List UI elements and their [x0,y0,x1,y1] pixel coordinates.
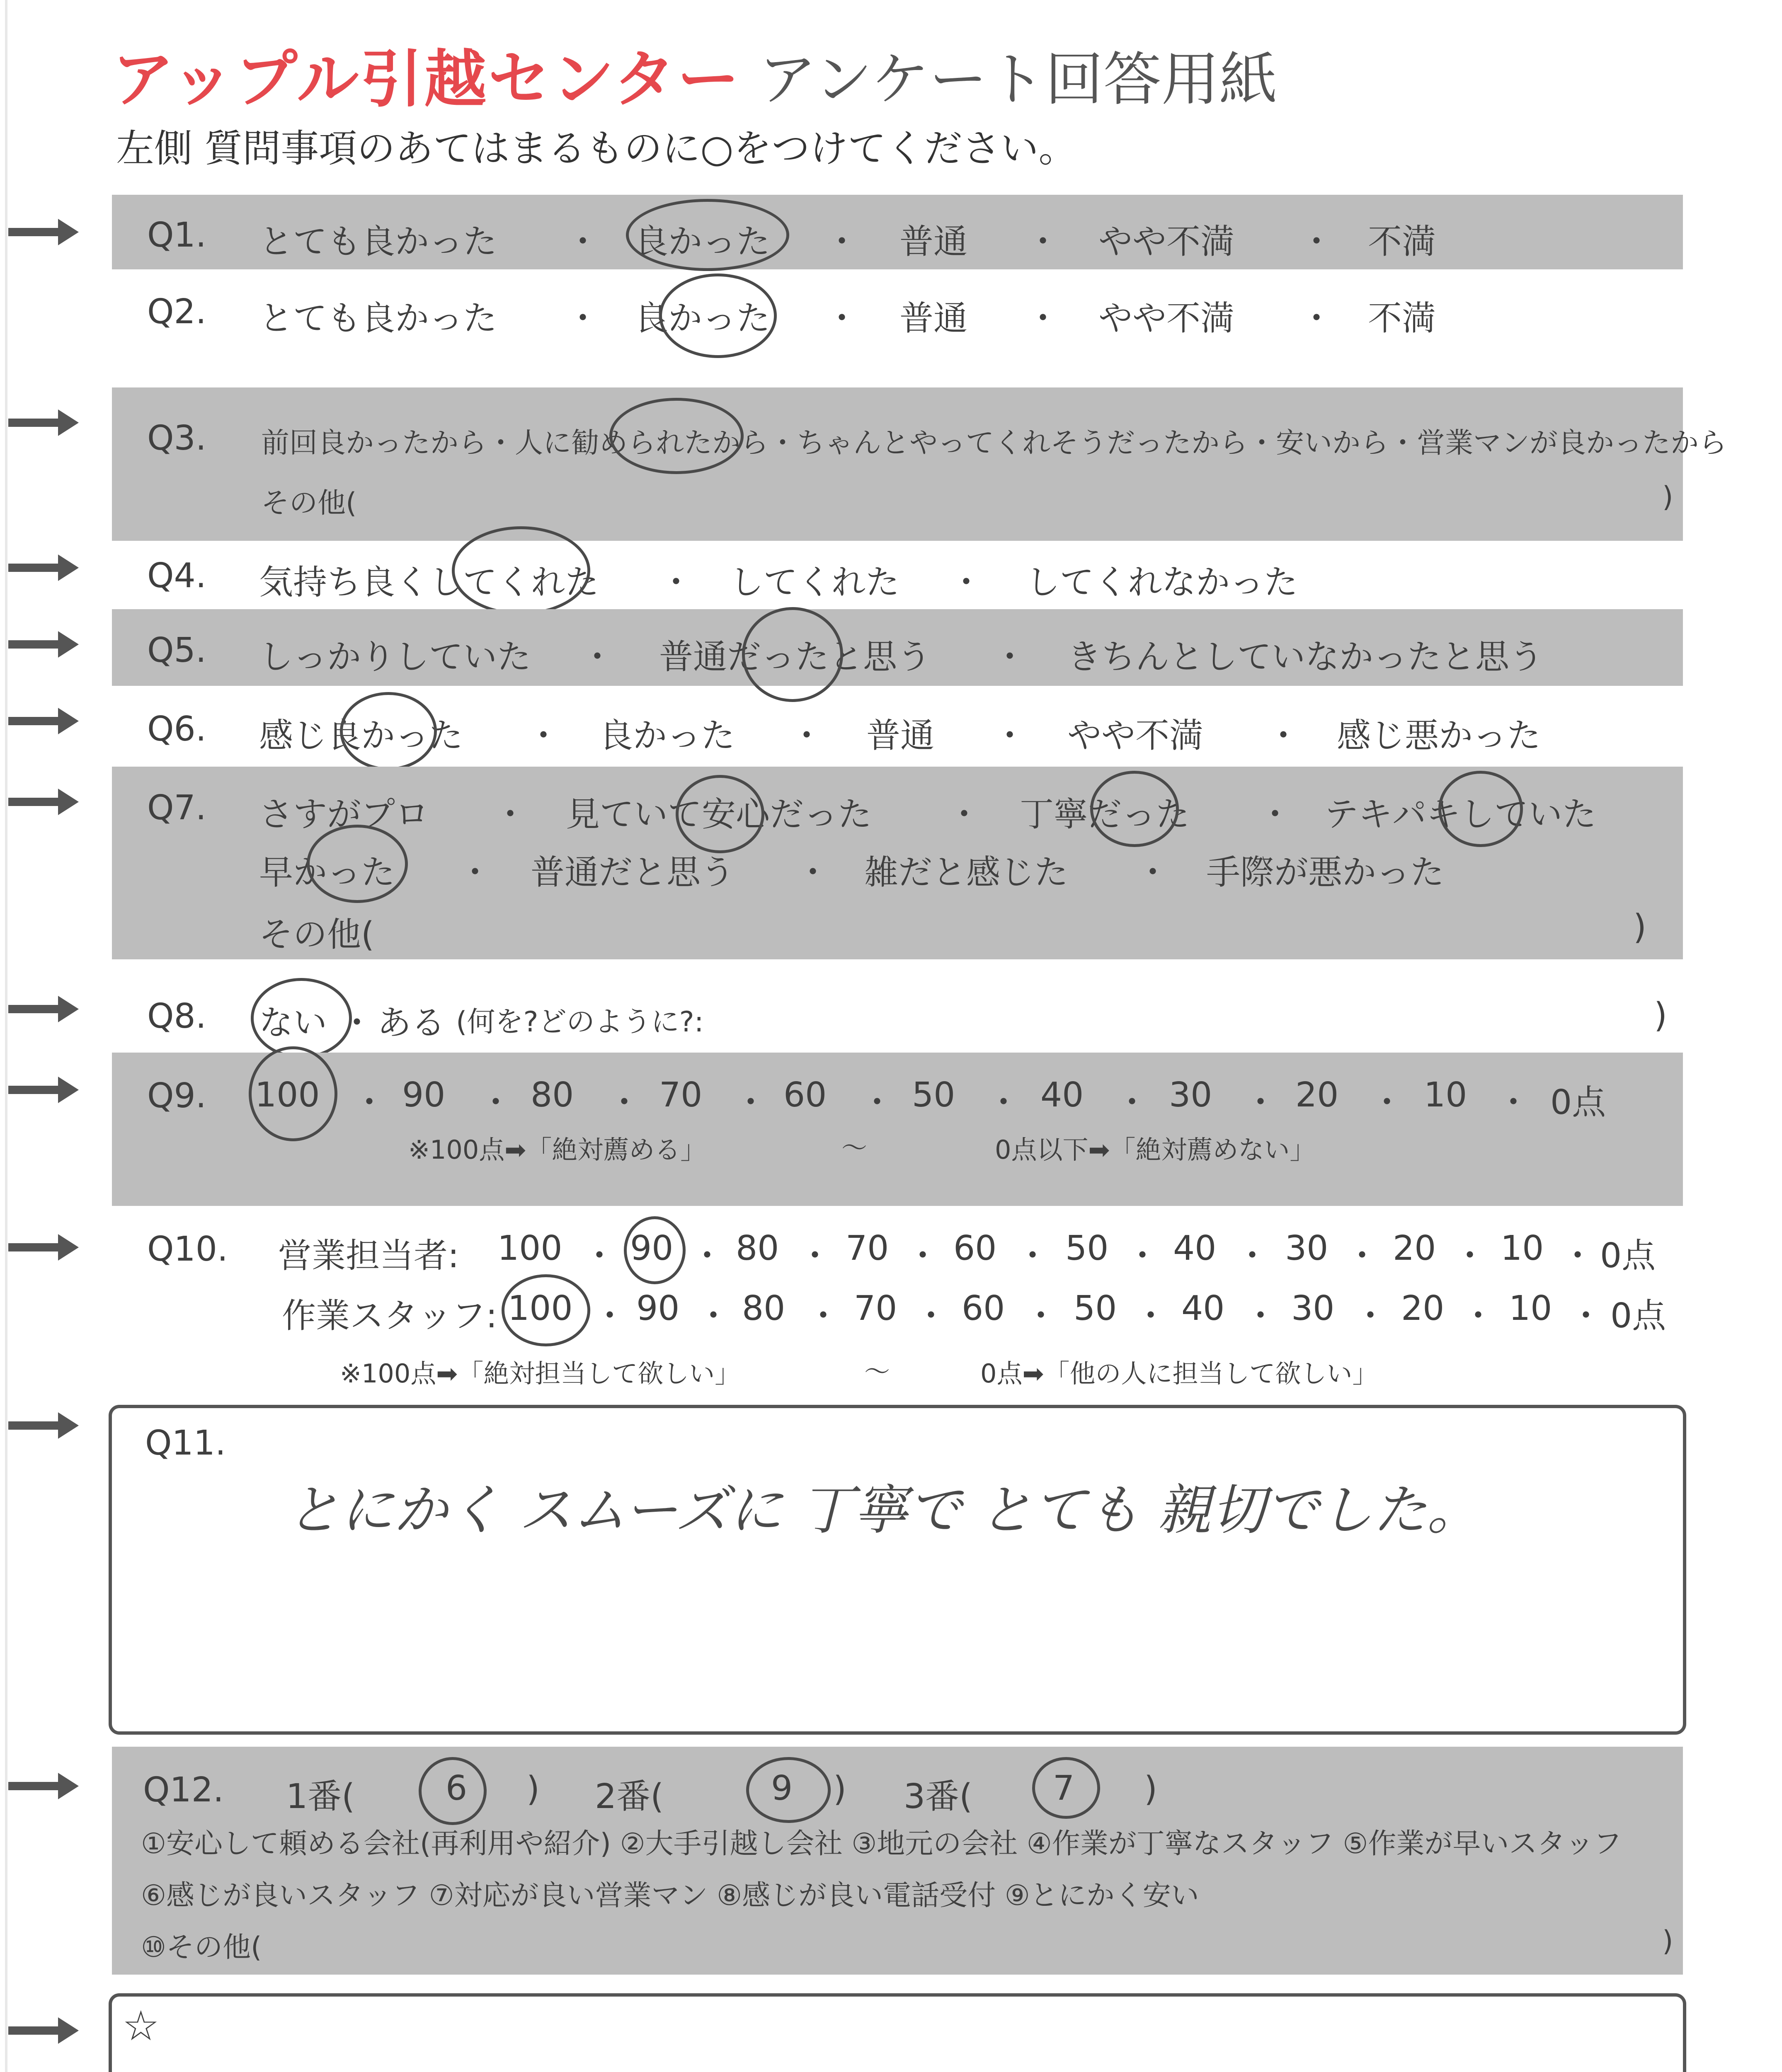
q6-option[interactable]: 普通 [866,716,935,755]
q10-staff-score[interactable]: 30 [1291,1289,1335,1328]
separator: ・ [1024,1296,1058,1336]
q4-label: Q4. [147,556,206,595]
q12-first-value[interactable]: 6 [446,1769,468,1808]
q10-sales-score[interactable]: 0点 [1600,1236,1656,1276]
q11-label: Q11. [145,1423,226,1463]
separator: ・ [696,1296,731,1336]
q2-option[interactable]: 良かった [634,299,771,338]
q12-close: ) [1662,1925,1673,1958]
separator: ・ [1258,795,1292,834]
answer-circle [249,1046,337,1141]
q7-option[interactable]: 早かった [259,853,395,892]
separator: ・ [860,1083,895,1122]
separator: ・ [1266,716,1301,755]
answer-circle [340,692,437,770]
q10-staff-score[interactable]: 70 [854,1289,897,1328]
separator: ・ [825,299,859,338]
separator: ・ [593,1296,627,1336]
q12-first-label: 1番( [286,1777,355,1816]
q10-staff-label: 作業スタッフ: [282,1296,497,1336]
separator: ・ [659,563,693,602]
separator: ・ [526,716,561,755]
q7-other[interactable]: その他( [259,915,374,954]
q7-label: Q7. [147,788,206,828]
separator: ・ [1026,222,1060,261]
q12-choices-row1: ①安心して頼める会社(再利用や紹介) ②大手引越し会社 ③地元の会社 ④作業が丁寧なスタッフ ⑤作業が早いスタッフ [141,1828,1622,1860]
q3-other[interactable]: その他( [261,487,357,520]
q10-sales-label: 営業担当者: [278,1236,459,1276]
q3-options[interactable]: 前回良かったから・人に勧められたから・ちゃんとやってくれそうだったから・安いから・営業マンが良かったから [261,427,1727,460]
q5-label: Q5. [147,631,206,670]
q11-answer-box[interactable] [109,1405,1686,1735]
separator: ・ [806,1296,841,1336]
q1-option[interactable]: 不満 [1368,222,1436,261]
separator: ・ [1134,1296,1168,1336]
q10-sales-score[interactable]: 40 [1173,1229,1217,1268]
q5-option[interactable]: きちんとしていなかったと思う [1067,637,1544,677]
q10-staff-score[interactable]: 20 [1401,1289,1445,1328]
q8-close: ) [1654,996,1667,1035]
separator: ・ [493,795,528,834]
q9-score[interactable]: 0点 [1550,1083,1606,1122]
q2-option[interactable]: とても良かった [259,299,497,338]
star-icon: ☆ [122,2002,160,2050]
q1-label: Q1. [147,215,206,255]
q11-handwritten-answer: とにかく スムーズに 丁寧で とても 親切でした。 [286,1479,1481,1542]
separator: ・ [1496,1083,1531,1122]
q6-option[interactable]: 感じ悪かった [1337,716,1541,755]
q1-option[interactable]: やや不満 [1098,222,1235,261]
answer-circle [251,978,352,1058]
separator: ・ [340,1003,374,1043]
q9-score[interactable]: 20 [1295,1075,1339,1115]
q4-option[interactable]: してくれた [730,563,900,602]
q5-option[interactable]: 普通だったと思う [659,637,931,677]
answer-circle [307,825,408,903]
q10-sales-score[interactable]: 60 [953,1229,997,1268]
q7-option[interactable]: 丁寧だった [1020,795,1190,834]
q3-label: Q3. [147,419,206,458]
separator: ・ [1244,1296,1278,1336]
q12-first-close: ) [526,1769,540,1809]
q10-label: Q10. [147,1230,228,1269]
q12-second-label: 2番( [595,1777,664,1816]
q10-sales-score[interactable]: 70 [846,1229,889,1268]
q10-sales-score[interactable]: 100 [497,1229,562,1268]
q7-close: ) [1633,908,1646,947]
q10-staff-score[interactable]: 40 [1181,1289,1225,1328]
q12-other[interactable]: ⑩その他( [141,1931,262,1964]
separator: ・ [458,853,492,892]
separator: ・ [993,716,1027,755]
q7-option[interactable]: 手際が悪かった [1206,853,1445,892]
separator: ・ [987,1083,1021,1122]
separator: ・ [1569,1296,1603,1336]
separator: ・ [734,1083,768,1122]
answer-circle [626,199,789,271]
q2-option[interactable]: 普通 [899,299,968,338]
separator: ・ [1026,299,1060,338]
q9-score[interactable]: 70 [659,1075,703,1115]
q10-tilde: 〜 [864,1356,890,1387]
q2-option[interactable]: 不満 [1368,299,1436,338]
q9-note-right: 0点以下➡「絶対薦めない」 [995,1135,1316,1165]
comment-box[interactable] [109,1993,1686,2072]
separator: ・ [690,1236,725,1276]
q8-option-some[interactable]: ある [377,1003,446,1043]
form-subtitle: アンケート回答用紙 [759,46,1278,114]
answer-circle [624,1216,686,1284]
instruction-text: 左側 質問事項のあてはまるものに○をつけてください。 [116,126,1077,171]
q1-option[interactable]: とても良かった [259,222,497,261]
answer-circle [659,274,777,358]
separator: ・ [582,1236,617,1276]
answer-circle [609,398,744,474]
q5-option[interactable]: しっかりしていた [259,637,531,677]
q9-tilde: 〜 [841,1133,868,1163]
separator: ・ [906,1236,940,1276]
separator: ・ [825,222,859,261]
q7-option[interactable]: 普通だと思う [531,853,735,892]
answer-circle [1032,1757,1100,1819]
q9-score[interactable]: 80 [531,1075,574,1115]
separator: ・ [1235,1236,1270,1276]
q10-staff-score[interactable]: 60 [962,1289,1005,1328]
separator: ・ [1453,1236,1487,1276]
q4-option[interactable]: してくれなかった [1026,563,1298,602]
separator: ・ [1300,299,1334,338]
q10-sales-score[interactable]: 80 [736,1229,779,1268]
answer-circle [1438,771,1523,847]
separator: ・ [1345,1236,1380,1276]
page-margin-line [5,0,7,2072]
q9-score[interactable]: 30 [1169,1075,1212,1115]
q10-sales-score[interactable]: 50 [1065,1229,1109,1268]
q6-label: Q6. [147,709,206,749]
q7-option[interactable]: さすがプロ [259,795,429,834]
q10-staff-score[interactable]: 0点 [1610,1296,1666,1336]
q1-option[interactable]: 普通 [899,222,968,261]
q9-score[interactable]: 40 [1040,1075,1084,1115]
q9-score[interactable]: 60 [783,1075,827,1115]
margin-arrows [8,215,83,2072]
separator: ・ [1115,1083,1149,1122]
q4-option[interactable]: 気持ち良くしてくれた [259,563,599,602]
separator: ・ [1461,1296,1496,1336]
q2-label: Q2. [147,292,206,332]
separator: ・ [1300,222,1334,261]
answer-circle [742,607,843,702]
q9-score[interactable]: 90 [402,1075,446,1115]
separator: ・ [949,563,984,602]
separator: ・ [580,637,615,677]
q10-staff-score[interactable]: 90 [636,1289,680,1328]
q10-staff-score[interactable]: 100 [508,1289,573,1328]
q10-note-right: 0点➡「他の人に担当して欲しい」 [980,1358,1378,1389]
q6-option[interactable]: 感じ良かった [259,716,463,755]
brand-title: アップル引越センター [112,44,741,116]
q10-staff-score[interactable]: 50 [1074,1289,1117,1328]
separator: ・ [1136,853,1170,892]
separator: ・ [1561,1236,1595,1276]
answer-circle [1090,771,1179,847]
separator: ・ [1244,1083,1278,1122]
q9-score[interactable]: 100 [255,1075,320,1115]
q7-option[interactable]: 見ていて安心だった [566,795,872,834]
separator: ・ [796,853,830,892]
separator: ・ [479,1083,513,1122]
q12-second-value[interactable]: 9 [771,1769,793,1808]
q10-note-left: ※100点➡「絶対担当して欲しい」 [340,1358,741,1389]
q8-label: Q8. [147,997,206,1036]
separator: ・ [947,795,982,834]
q8-detail[interactable]: (何を?どのように?: [456,1006,704,1038]
separator: ・ [1125,1236,1160,1276]
q6-option[interactable]: 良かった [599,716,735,755]
separator: ・ [1016,1236,1050,1276]
q12-label: Q12. [143,1770,224,1810]
separator: ・ [1353,1296,1388,1336]
answer-circle [746,1757,831,1823]
q12-third-close: ) [1144,1769,1157,1809]
answer-circle [452,526,590,615]
q9-score[interactable]: 50 [912,1075,955,1115]
q2-option[interactable]: やや不満 [1098,299,1235,338]
q12-second-close: ) [833,1769,846,1809]
q12-third-value[interactable]: 7 [1053,1769,1075,1808]
q9-score[interactable]: 10 [1424,1075,1467,1115]
q10-staff-score[interactable]: 80 [742,1289,786,1328]
separator: ・ [352,1083,387,1122]
separator: ・ [798,1236,832,1276]
separator: ・ [993,637,1027,677]
q10-sales-score[interactable]: 20 [1393,1229,1436,1268]
answer-circle [419,1757,487,1825]
q9-label: Q9. [147,1076,206,1116]
q10-sales-score[interactable]: 10 [1501,1229,1544,1268]
answer-circle [502,1274,590,1346]
q12-third-label: 3番( [904,1777,973,1816]
separator: ・ [566,222,600,261]
q7-option[interactable]: テキパキしていた [1324,795,1597,834]
q3-close: ) [1662,481,1673,513]
q1-option[interactable]: 良かった [634,222,771,261]
separator: ・ [1370,1083,1404,1122]
q9-note-left: ※100点➡「絶対薦める」 [408,1135,706,1165]
q10-staff-score[interactable]: 10 [1509,1289,1552,1328]
separator: ・ [914,1296,948,1336]
q6-option[interactable]: やや不満 [1067,716,1204,755]
answer-circle [676,775,764,853]
q10-sales-score[interactable]: 90 [630,1229,674,1268]
q7-option[interactable]: 雑だと感じた [864,853,1069,892]
q12-choices-row2: ⑥感じが良いスタッフ ⑦対応が良い営業マン ⑧感じが良い電話受付 ⑨とにかく安い [141,1879,1199,1912]
separator: ・ [566,299,600,338]
separator: ・ [790,716,824,755]
separator: ・ [607,1083,642,1122]
q10-sales-score[interactable]: 30 [1285,1229,1329,1268]
q8-option-none[interactable]: ない [259,1003,327,1043]
